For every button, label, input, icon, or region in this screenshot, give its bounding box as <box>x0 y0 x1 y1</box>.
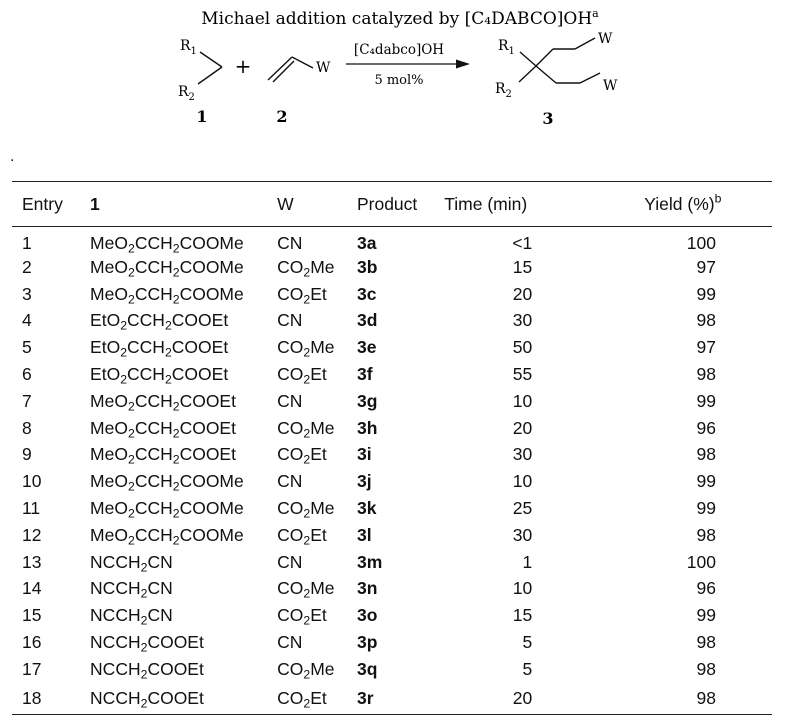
header-substrate: 1 <box>90 193 100 214</box>
cell-product: 3r <box>356 688 374 708</box>
separator-dot: . <box>10 148 15 165</box>
compound-1-label: 1 <box>196 107 208 126</box>
compound-1-r2: $R_2$ <box>178 84 195 103</box>
compound-2-label: 2 <box>276 107 288 126</box>
cell-time: 50 <box>512 337 533 358</box>
cell-yield: 100 <box>686 233 716 253</box>
cell-product: 3o <box>356 605 378 626</box>
cell-entry: 4 <box>22 310 32 331</box>
cell-product: 3c <box>356 283 377 304</box>
reaction-scheme <box>0 0 800 150</box>
cell-substrate: $NCCH_2COOEt$ <box>90 658 204 682</box>
cell-substrate: $NCCH_2CN$ <box>90 578 173 602</box>
cell-time: 20 <box>512 688 533 708</box>
cell-time: 25 <box>512 498 533 519</box>
cell-time: 15 <box>512 605 533 626</box>
cell-product: 3f <box>356 364 373 385</box>
cell-yield: 98 <box>696 658 716 679</box>
compound-2-w: W <box>316 60 331 76</box>
catalyst-loading: 5 mol% <box>374 73 424 88</box>
cell-w: $CO_2Me$ <box>277 337 335 360</box>
table-row <box>12 656 772 683</box>
table-row <box>12 576 772 603</box>
cell-time: 15 <box>512 256 533 277</box>
plus-sign: + <box>234 54 252 78</box>
header-time: Time (min) <box>444 193 528 214</box>
cell-time: 10 <box>512 578 533 599</box>
cell-substrate: $MeO_2CCH_2COOMe$ <box>90 233 244 256</box>
cell-time: 5 <box>522 632 533 653</box>
cell-w: $CO_2Me$ <box>277 417 335 441</box>
cell-entry: 12 <box>22 524 42 545</box>
cell-entry: 8 <box>22 417 32 438</box>
cell-substrate: $NCCH_2COOEt$ <box>90 688 204 711</box>
cell-product: 3g <box>356 390 378 411</box>
cell-product: 3n <box>356 578 378 599</box>
cell-product: 3e <box>356 337 377 358</box>
cell-entry: 10 <box>22 471 42 492</box>
cell-product: 3d <box>356 310 378 331</box>
cell-substrate: $EtO_2CCH_2COOEt$ <box>90 337 229 360</box>
cell-entry: 5 <box>22 337 32 358</box>
compound-1-structure <box>198 52 222 84</box>
cell-w: $CO_2Me$ <box>277 658 335 682</box>
cell-substrate: $NCCH_2COOEt$ <box>90 632 204 655</box>
cell-w: $CO_2Me$ <box>277 498 335 521</box>
compound-2-structure <box>268 57 313 82</box>
cell-product: 3q <box>356 658 378 679</box>
cell-yield: 97 <box>696 337 716 358</box>
cell-yield: 97 <box>696 256 716 277</box>
cell-yield: 99 <box>696 283 716 304</box>
cell-product: 3p <box>356 632 378 653</box>
cell-yield: 99 <box>696 390 716 411</box>
cell-yield: 98 <box>696 524 716 545</box>
cell-w: $CO_2Et$ <box>277 283 327 307</box>
compound-3-w-bottom: W <box>603 78 618 94</box>
cell-entry: 11 <box>22 498 41 519</box>
header-product: Product <box>356 193 418 214</box>
cell-entry: 16 <box>22 632 42 653</box>
table-row <box>12 227 772 255</box>
table-row <box>12 522 772 549</box>
compound-3-r1: $R_1$ <box>498 38 515 57</box>
table-body <box>12 227 772 715</box>
table-row <box>12 308 772 335</box>
cell-entry: 17 <box>22 658 42 679</box>
table-header-row <box>12 182 772 227</box>
header-yield-footnote: b <box>714 191 722 206</box>
cell-w: $CO_2Et$ <box>277 688 327 711</box>
table-row <box>12 683 772 715</box>
cell-time: <1 <box>512 233 533 253</box>
cell-substrate: $NCCH_2CN$ <box>90 605 173 628</box>
cell-substrate: $MeO_2CCH_2COOEt$ <box>90 417 236 441</box>
compound-3-r2: $R_2$ <box>495 81 512 100</box>
cell-substrate: $EtO_2CCH_2COOEt$ <box>90 310 229 334</box>
cell-entry: 2 <box>22 256 32 277</box>
cell-entry: 18 <box>22 688 42 708</box>
cell-product: 3i <box>356 444 372 465</box>
cell-yield: 98 <box>696 444 716 465</box>
table-row <box>12 361 772 388</box>
scheme-title: Michael addition catalyzed by $[C_4DABCO]OH^a$ <box>201 7 599 29</box>
cell-time: 30 <box>512 444 533 465</box>
header-yield-label: Yield (%) <box>644 193 715 214</box>
cell-entry: 3 <box>22 283 32 304</box>
cell-entry: 14 <box>22 578 42 599</box>
table-row <box>12 388 772 415</box>
cell-time: 20 <box>512 283 533 304</box>
cell-substrate: $MeO_2CCH_2COOMe$ <box>90 498 244 521</box>
compound-3-w-top: W <box>598 31 613 47</box>
cell-entry: 1 <box>22 233 32 253</box>
cell-time: 10 <box>512 471 533 492</box>
cell-yield: 100 <box>686 551 716 572</box>
results-table <box>12 181 772 715</box>
cell-yield: 96 <box>696 578 716 599</box>
cell-yield: 99 <box>696 498 716 519</box>
table-row <box>12 442 772 469</box>
cell-yield: 98 <box>696 688 716 708</box>
cell-substrate: $MeO_2CCH_2COOEt$ <box>90 390 236 414</box>
cell-yield: 96 <box>696 417 716 438</box>
table-row <box>12 415 772 442</box>
cell-time: 30 <box>512 310 533 331</box>
cell-substrate: $MeO_2CCH_2COOEt$ <box>90 444 236 468</box>
cell-substrate: $NCCH_2CN$ <box>90 551 173 575</box>
cell-w: CN <box>277 632 303 653</box>
cell-w: CN <box>277 233 303 253</box>
compound-1-r1: $R_1$ <box>180 38 197 57</box>
cell-time: 5 <box>522 658 533 679</box>
cell-w: CN <box>277 471 303 492</box>
cell-product: 3l <box>356 524 372 545</box>
cell-entry: 13 <box>22 551 42 572</box>
cell-time: 55 <box>512 364 533 385</box>
cell-product: 3a <box>356 233 377 253</box>
reaction-arrow <box>346 60 470 69</box>
table-row <box>12 334 772 361</box>
cell-yield: 98 <box>696 632 716 653</box>
cell-product: 3h <box>356 417 378 438</box>
cell-w: CN <box>277 390 303 411</box>
cell-w: $CO_2Me$ <box>277 256 335 280</box>
table-row <box>12 549 772 576</box>
cell-substrate: $MeO_2CCH_2COOMe$ <box>90 256 244 280</box>
cell-entry: 9 <box>22 444 32 465</box>
cell-w: CN <box>277 551 303 572</box>
cell-time: 20 <box>512 417 533 438</box>
table-row <box>12 254 772 281</box>
cell-entry: 6 <box>22 364 32 385</box>
cell-entry: 7 <box>22 390 32 411</box>
table-row <box>12 468 772 495</box>
cell-time: 10 <box>512 390 533 411</box>
cell-w: $CO_2Et$ <box>277 444 327 468</box>
cell-product: 3j <box>356 471 372 492</box>
cell-entry: 15 <box>22 605 42 626</box>
header-w: W <box>277 193 294 214</box>
cell-substrate: $MeO_2CCH_2COOMe$ <box>90 524 244 548</box>
compound-3-label: 3 <box>542 109 554 128</box>
cell-yield: 99 <box>696 605 716 626</box>
cell-yield: 98 <box>696 310 716 331</box>
header-entry: Entry <box>22 193 63 214</box>
cell-substrate: $MeO_2CCH_2COOMe$ <box>90 283 244 307</box>
cell-substrate: $EtO_2CCH_2COOEt$ <box>90 364 229 387</box>
cell-product: 3k <box>356 498 377 519</box>
cell-time: 30 <box>512 524 533 545</box>
cell-substrate: $MeO_2CCH_2COOMe$ <box>90 471 244 494</box>
table-row <box>12 495 772 522</box>
table-row <box>12 281 772 308</box>
cell-product: 3m <box>356 551 383 572</box>
cell-product: 3b <box>356 256 378 277</box>
cell-w: CN <box>277 310 303 331</box>
header-yield <box>644 182 772 227</box>
catalyst-label: [C₄dabco]OH <box>353 42 445 58</box>
compound-3-structure <box>519 38 600 83</box>
cell-time: 1 <box>522 551 533 572</box>
cell-yield: 98 <box>696 364 716 385</box>
cell-yield: 99 <box>696 471 716 492</box>
table-row <box>12 629 772 656</box>
cell-w: $CO_2Et$ <box>277 524 327 548</box>
reaction-scheme-drawing <box>0 0 800 150</box>
cell-w: $CO_2Me$ <box>277 578 335 602</box>
cell-w: $CO_2Et$ <box>277 605 327 628</box>
cell-w: $CO_2Et$ <box>277 364 327 387</box>
table-row <box>12 602 772 629</box>
